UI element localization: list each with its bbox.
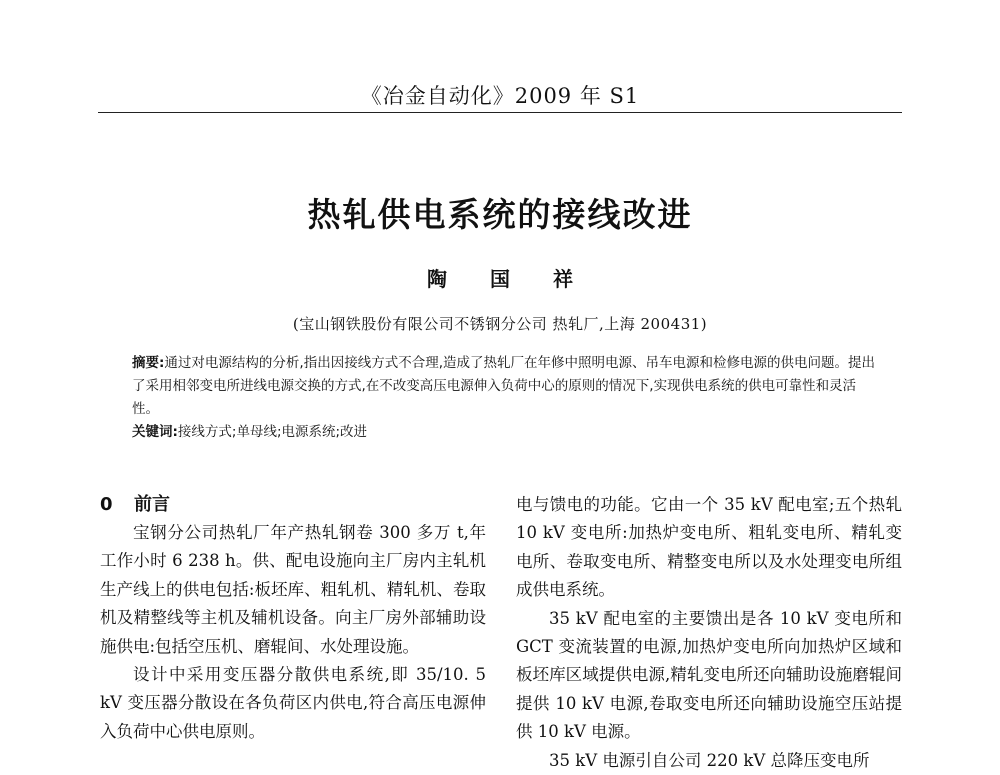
left-column (100, 491, 486, 746)
keywords-text: 接线方式;单母线;电源系统;改进 (177, 424, 368, 440)
right-column (516, 491, 902, 775)
abstract (132, 352, 877, 421)
abstract-text: 通过对电源结构的分析,指出因接线方式不合理,造成了热轧厂在年修中照明电源、吊车电源和检修电源的供电问题。提出了采用相邻变电所进线电源交换的方式,在不改变高压电源伸入负荷中心的原则的情况下,实现供电系统的供电可靠性和灵活性。 (132, 355, 875, 417)
keywords (132, 421, 877, 444)
author: 陶 国 祥 (427, 267, 591, 291)
keywords-label: 关键词: (132, 424, 178, 440)
paper-title: 热轧供电系统的接线改进 (307, 195, 693, 234)
affiliation: (宝山钢铁股份有限公司不锈钢分公司 热轧厂,上海 200431) (292, 315, 708, 333)
body-paragraph: 35 kV 电源引自公司 220 kV 总降压变电所 (549, 750, 870, 770)
abstract-block (132, 352, 877, 444)
body-paragraph: 电与馈电的功能。它由一个 35 kV 配电室;五个热轧 10 kV 变电所:加热炉变电所、粗轧变电所、精轧变电所、卷取变电所、精整变电所以及水处理变电所组成供电系统。 (516, 495, 902, 600)
header-rule (98, 112, 902, 113)
abstract-label: 摘要: (132, 355, 165, 371)
section-heading (100, 491, 486, 519)
journal-header: 《冶金自动化》2009 年 S1 (360, 84, 640, 108)
body-paragraph: 宝钢分公司热轧厂年产热轧钢卷 300 多万 t,年工作小时 6 238 h。供、配电设施向主厂房内主轧机生产线上的供电包括:板坯库、粗轧机、精轧机、卷取机及精整线等主机及辅机设备。向主厂房外部辅助设施供电:包括空压机、磨辊间、水处理设施。 (100, 523, 486, 656)
body-paragraph: 35 kV 配电室的主要馈出是各 10 kV 变电所和 GCT 变流装置的电源,加热炉变电所向加热炉区域和板坯库区域提供电源,精轧变电所还向辅助设施磨辊间提供 10 kV 电源,卷取变电所还向辅助设施空压站提供 10 kV 电源。 (516, 608, 902, 742)
body-paragraph: 设计中采用变压器分散供电系统,即 35/10. 5 kV 变压器分散设在各负荷区内供电,符合高压电源伸入负荷中心供电原则。 (100, 665, 486, 741)
section-title: 前言 (134, 494, 170, 515)
section-number: 0 (100, 494, 113, 515)
